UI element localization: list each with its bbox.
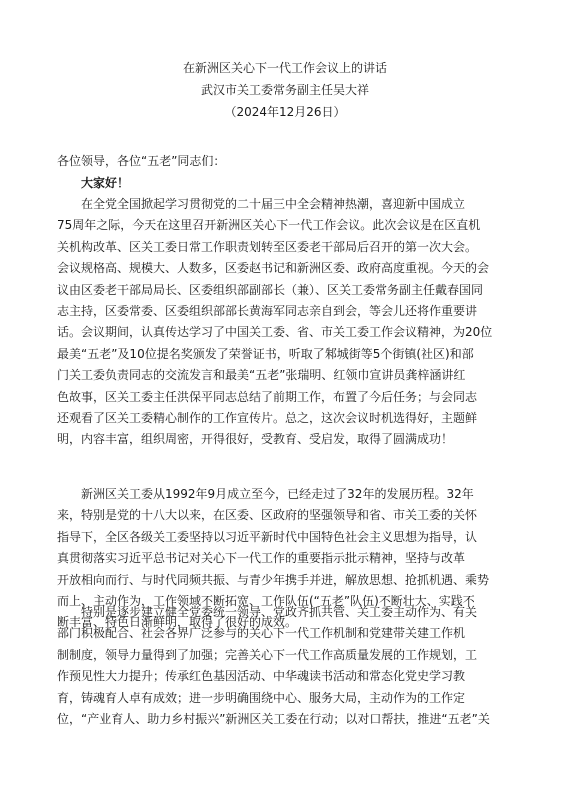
paragraph-line: 部门积极配合、社会各界广泛参与的关心下一代工作机制和党建带关建工作机 — [57, 626, 466, 641]
paragraph-line: 新洲区关工委从1992年9月成立至今，已经走过了32年的发展历程。32年 — [81, 487, 474, 501]
paragraph-3 — [57, 602, 513, 730]
paragraph-line: 断丰富、特色日渐鲜明，取得了很好的成效。 — [57, 615, 298, 630]
paragraph-line: 在全党全国掀起学习贯彻党的二十届三中全会精神热潮，喜迎新中国成立 — [81, 197, 466, 211]
speaker-line: 武汉市关工委常务副主任吴大祥 — [200, 83, 369, 97]
paragraph-line: 来，特别是党的十八大以来，在区委、区政府的坚强领导和省、市关工委的关怀 — [57, 508, 478, 523]
paragraph-line: 最美“五老”及10位提名奖颁发了荣誉证书，听取了邾城街等5个街镇(社区)和部 — [57, 346, 474, 361]
paragraph-line: 位，“产业育人、助力乡村振兴”新洲区关工委在行动；以对口帮扶，推进“五老”关 — [57, 711, 490, 726]
paragraph-1 — [57, 194, 513, 451]
paragraph-line: 作预见性大力提升；传承红色基因活动、中华魂读书活动和常态化党史学习教 — [57, 669, 466, 684]
paragraph-line: 色故事，区关工委主任洪保平同志总结了前期工作，布置了今后任务；与会同志 — [57, 389, 478, 404]
paragraph-line: 而上、主动作为，工作领域不断拓宽、工作队伍(“五老”队伍)不断壮大、实践不 — [57, 593, 475, 608]
paragraph-line: 议由区委老干部局局长、区委组织部副部长（兼）、区关工委常务副主任戴春国同 — [57, 282, 484, 297]
paragraph-line: 指导下，全区各级关工委坚持以习近平新时代中国特色社会主义思想为指导，认 — [57, 529, 478, 544]
paragraph-line: 真贯彻落实习近平总书记对关心下一代工作的重要指示批示精神，坚持与改革 — [57, 551, 466, 566]
paragraph-line: 制制度，领导力量得到了加强；完善关心下一代工作高质量发展的工作规划，工 — [57, 647, 478, 662]
paragraph-line: 75周年之际，今天在这里召开新洲区关心下一代工作会议。此次会议是在区直机 — [57, 218, 481, 233]
paragraph-line: 话。会议期间，认真传达学习了中国关工委、省、市关工委工作会议精神，为20位 — [57, 325, 493, 340]
paragraph-line: 特别是逐步建立健全党委统一领导、党政齐抓共管、关工委主动作为、有关 — [81, 605, 478, 619]
paragraph-line: 还观看了区关工委精心制作的工作宣传片。总之，这次会议时机选得好，主题鲜 — [57, 410, 478, 425]
greeting: 大家好！ — [81, 176, 130, 190]
speech-date: （2024年12月26日） — [224, 105, 346, 119]
paragraph-line: 志主持，区委常委、区委组织部部长黄海军同志亲自到会，等会儿还将作重要讲 — [57, 303, 478, 318]
paragraph-line: 门关工委负责同志的交流发言和最美“五老”张瑞明、红领巾宣讲员龚梓涵讲红 — [57, 368, 466, 383]
paragraph-line: 明，内容丰富，组织周密，开得很好，受教育、受启发，取得了圆满成功！ — [57, 432, 454, 447]
paragraph-line: 会议规格高、规模大、人数多，区委赵书记和新洲区委、政府高度重视。今天的会 — [57, 261, 490, 276]
paragraph-line: 关机构改革、区关工委日常工作职责划转至区委老干部局后召开的第一次大会。 — [57, 239, 478, 254]
salutation: 各位领导，各位“五老”同志们： — [57, 154, 226, 168]
document-title: 在新洲区关心下一代工作会议上的讲话 — [182, 61, 387, 75]
paragraph-line: 育，铸魂育人卓有成效；进一步明确围绕中心、服务大局，主动作为的工作定 — [57, 690, 466, 705]
paragraph-line: 开放相向而行、与时代同频共振、与青少年携手并进，解放思想、抢抓机遇、乘势 — [57, 572, 490, 587]
document-header — [0, 57, 570, 123]
